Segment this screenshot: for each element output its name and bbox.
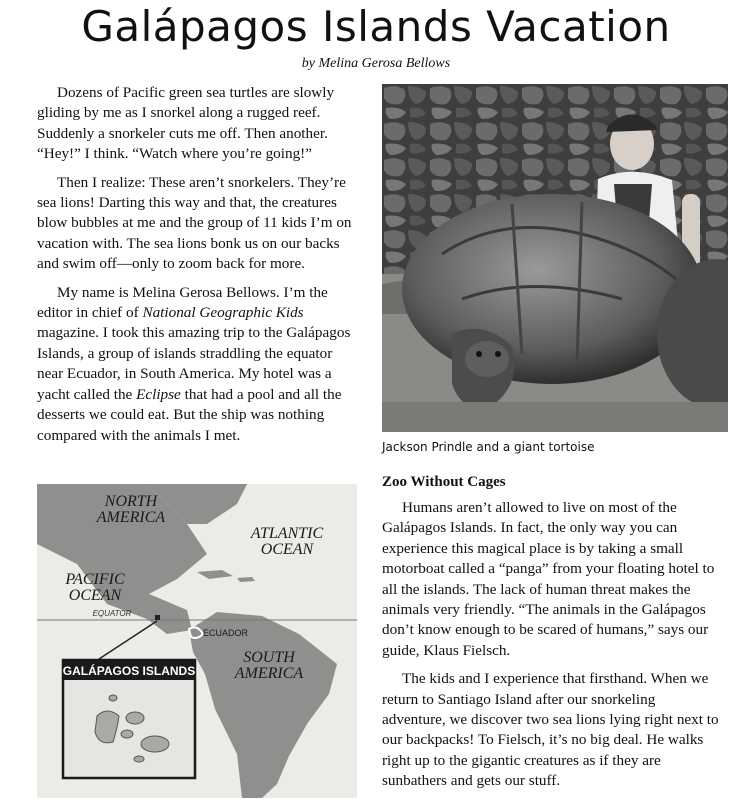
yacht-name: Eclipse xyxy=(136,385,181,403)
north-label-1: NORTH xyxy=(104,493,158,510)
locator-map xyxy=(37,484,357,798)
equator-label: EQUATOR xyxy=(92,609,132,618)
right-column xyxy=(382,472,722,800)
galapagos-marker xyxy=(155,615,160,620)
south-label-2: AMERICA xyxy=(234,665,304,682)
left-column xyxy=(37,83,355,454)
galapagos-label: GALÁPAGOS ISLANDS xyxy=(62,664,196,678)
south-label-1: SOUTH xyxy=(243,649,295,666)
paragraph: Dozens of Pacific green sea turtles are slowly gliding by me as I snorkel along a rugged reef. Suddenly a snorkeler cuts me off. Then another. “Hey!” I think. “Watch where you’re going!” xyxy=(37,84,335,163)
photo-caption: Jackson Prindle and a giant tortoise xyxy=(382,440,595,454)
paragraph: The kids and I experience that firsthand. When we return to Santiago Island after our snorkeling adventure, we discover two sea lions lying right next to our backpacks! To Fielsch, it’s no big deal. He walks right up to the gigantic creatures as if they are sunbathers and gets our stuff. xyxy=(382,670,719,790)
pacific-label-1: PACIFIC xyxy=(65,571,125,588)
byline: by Melina Gerosa Bellows xyxy=(301,56,451,71)
paragraph: Then I realize: These aren’t snorkelers. They’re sea lions! Darting this way and that, the creatures blow bubbles at me and the group of 11 kids I’m on vacation with. The sea lions bonk us on our backs and swim off—only to zoom back for more. xyxy=(37,173,352,273)
pacific-label-2: OCEAN xyxy=(68,587,122,604)
section-heading: Zoo Without Cages xyxy=(382,474,506,490)
tortoise-photo xyxy=(382,84,728,432)
ecuador-label: ECUADOR xyxy=(203,628,249,638)
atlantic-label-1: ATLANTIC xyxy=(250,525,324,542)
north-label-2: AMERICA xyxy=(96,509,166,526)
paragraph: Humans aren’t allowed to live on most of the Galápagos Islands. In fact, the only way you can experience this magical place is by taking a small motorboat called a “panga” from your floating hotel to all the islands. The lack of human threat makes the animals very friendly. “The animals in the Galápagos don’t know enough to be scared of humans,” says our guide, Klaus Fielsch. xyxy=(382,499,715,659)
atlantic-label-2: OCEAN xyxy=(260,541,314,558)
paragraph: My name is Melina Gerosa Bellows. I’m the editor in chief of National Geographic Kids magazine. I took this amazing trip to the Galápagos Islands, a group of islands straddling the equator near Ecuador, in South America. My hotel was a yacht called the Eclipse that had a pool and all the desserts we could eat. But the ship was nothing compared with the animals I met. xyxy=(37,283,351,444)
magazine-title: National Geographic Kids xyxy=(142,304,304,322)
article-title: Galápagos Islands Vacation xyxy=(81,2,671,51)
